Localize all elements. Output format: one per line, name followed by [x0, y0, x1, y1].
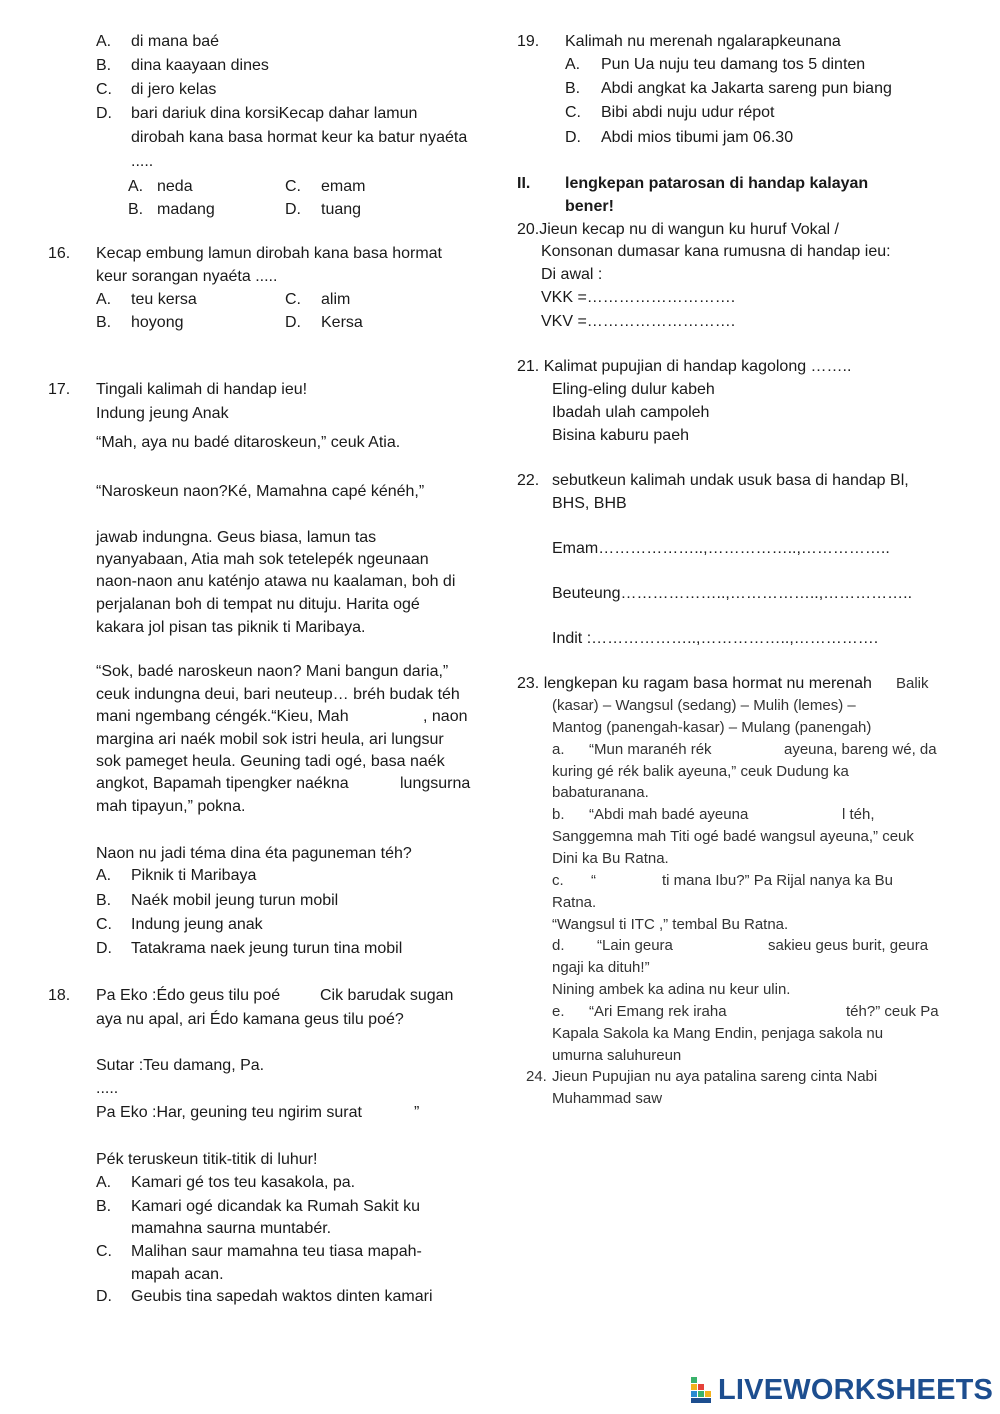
q23-item-d-line2: ngaji ka dituh!”: [552, 959, 650, 976]
q17-reply-line3: mani ngembang céngék.“Kieu, Mah: [96, 708, 349, 725]
q17-number: 17.: [48, 381, 71, 398]
q17-reply-line6: angkot, Bapamah tipengker naékna: [96, 775, 349, 792]
q23-question-line3: Mantog (panengah-kasar) – Mulang (panengah): [552, 719, 872, 736]
q22-number: 22.: [517, 472, 540, 489]
q17-story-title: Indung jeung Anak: [96, 405, 229, 422]
q17-question: Naon nu jadi téma dina éta paguneman téh?: [96, 845, 412, 862]
q17-option-d[interactable]: Tatakrama naek jeung turun tina mobil: [131, 940, 403, 957]
q19-option-d-letter: D.: [565, 129, 581, 146]
q18-blank: .....: [96, 1080, 119, 1097]
q19-option-a[interactable]: Pun Ua nuju teu damang tos 5 dinten: [601, 56, 866, 73]
q17-paragraph-line1: jawab indungna. Geus biasa, lamun tas: [96, 529, 377, 546]
q19-option-c-letter: C.: [565, 104, 581, 121]
q15-option-a[interactable]: di mana baé: [131, 33, 220, 50]
q23-item-c-letter: c.: [552, 872, 564, 889]
q15-option-d[interactable]: bari dariuk dina korsiKecap dahar lamun: [131, 105, 418, 122]
q17-paragraph-line5: kakara jol pisan tas piknik ti Maribaya.: [96, 619, 366, 636]
q15-option-b[interactable]: dina kaayaan dines: [131, 57, 269, 74]
q17-option-a-letter: A.: [96, 867, 112, 884]
q23-item-e-letter: e.: [552, 1003, 565, 1020]
q17-option-c[interactable]: Indung jeung anak: [131, 916, 263, 933]
q23-item-b-line2: Sanggemna mah Titi ogé badé wangsul ayeuna,” ceuk: [552, 828, 914, 845]
q23-item-a-line2: kuring gé rék balik ayeuna,” ceuk Dudung ka: [552, 763, 849, 780]
q16-option-b[interactable]: hoyong: [131, 314, 184, 331]
section-ii-heading-line2: bener!: [565, 198, 614, 215]
q23-item-b-letter: b.: [552, 806, 565, 823]
q15-option-b-letter: B.: [96, 57, 112, 74]
q23-item-e-line2: Kapala Sakola ka Mang Endin, penjaga sakola nu: [552, 1025, 884, 1042]
section-ii-number: II.: [517, 175, 531, 192]
q19-option-d[interactable]: Abdi mios tibumi jam 06.30: [601, 129, 794, 146]
q18-option-b-letter: B.: [96, 1198, 112, 1215]
q16-option-a-letter: A.: [96, 291, 112, 308]
q15-sub-c-letter: C.: [285, 178, 301, 195]
q23-item-b-end: l téh,: [842, 806, 875, 823]
q15-option-c[interactable]: di jero kelas: [131, 81, 217, 98]
liveworksheets-logo-text: LIVEWORKSHEETS: [718, 1373, 994, 1406]
q18-dialog-2: Sutar :Teu damang, Pa.: [96, 1057, 265, 1074]
q19-question: Kalimah nu merenah ngalarapkeunana: [565, 33, 841, 50]
q20-answer-vkv[interactable]: VKV =……………………….: [541, 313, 736, 330]
q21-poem-line1: Eling-eling dulur kabeh: [552, 381, 715, 398]
q17-option-a[interactable]: Piknik ti Maribaya: [131, 867, 257, 884]
q18-option-c-letter: C.: [96, 1243, 112, 1260]
q17-dialog-2: “Naroskeun naon?Ké, Mamahna capé kénéh,”: [96, 483, 425, 500]
q23-item-c-end: ti mana Ibu?” Pa Rijal nanya ka Bu: [662, 872, 893, 889]
q17-reply-line6-end: lungsurna: [400, 775, 471, 792]
q18-option-b[interactable]: Kamari ogé dicandak ka Rumah Sakit ku: [131, 1198, 421, 1215]
q23-item-e-line3: umurna saluhureun: [552, 1047, 682, 1064]
q17-option-b[interactable]: Naék mobil jeung turun mobil: [131, 892, 339, 909]
q16-option-d[interactable]: Kersa: [321, 314, 363, 331]
q17-reply-line2: ceuk indungna deui, bari neuteup… bréh budak téh: [96, 686, 460, 703]
q23-item-d-letter: d.: [552, 937, 565, 954]
q15-option-d-letter: D.: [96, 105, 112, 122]
q18-dialog-3: Pa Eko :Har, geuning teu ngirim surat: [96, 1104, 362, 1121]
q23-item-a-letter: a.: [552, 741, 565, 758]
q19-option-b-letter: B.: [565, 80, 581, 97]
q19-option-c[interactable]: Bibi abdi nuju udur répot: [601, 104, 775, 121]
q17-paragraph-line2: nyanyabaan, Atia mah sok tetelepék ngeunaan: [96, 551, 429, 568]
section-ii-heading: lengkepan patarosan di handap kalayan: [565, 175, 869, 192]
q23-item-d-end: sakieu geus burit, geura: [768, 937, 929, 954]
q18-option-c-line2: mapah acan.: [131, 1266, 224, 1283]
q16-option-b-letter: B.: [96, 314, 112, 331]
q18-number: 18.: [48, 987, 71, 1004]
q23-item-c-line2: Ratna.: [552, 894, 597, 911]
q20-answer-vkk[interactable]: VKK =……………………….: [541, 289, 736, 306]
q24-number: 24.: [526, 1068, 547, 1085]
q24-question: Jieun Pupujian nu aya patalina sareng cinta Nabi: [552, 1068, 878, 1085]
q19-number: 19.: [517, 33, 540, 50]
q15-option-a-letter: A.: [96, 33, 112, 50]
q16-option-c-letter: C.: [285, 291, 301, 308]
q18-dialog-1-line2: aya nu apal, ari Édo kamana geus tilu poé?: [96, 1011, 404, 1028]
q18-dialog-1-end: Cik barudak sugan: [320, 987, 454, 1004]
q20-label-awal: Di awal :: [541, 266, 603, 283]
q15-sub-b-letter: B.: [128, 201, 144, 218]
q23-question-end: Balik: [896, 675, 929, 692]
q17-reply-line4: margina ari naék mobil sok istri heula, ari lungsur: [96, 731, 444, 748]
q15-option-d-line2: dirobah kana basa hormat keur ka batur nyaéta: [131, 129, 468, 146]
q23-item-d: “Lain geura: [597, 937, 673, 954]
q21-poem-line2: Ibadah ulah campoleh: [552, 404, 710, 421]
q19-option-a-letter: A.: [565, 56, 581, 73]
q15-sub-a[interactable]: neda: [157, 178, 193, 195]
q17-option-d-letter: D.: [96, 940, 112, 957]
q22-question: sebutkeun kalimah undak usuk basa di handap Bl,: [552, 472, 909, 489]
q21-poem-line3: Bisina kaburu paeh: [552, 427, 689, 444]
q23-question-line2: (kasar) – Wangsul (sedang) – Mulih (lemes) –: [552, 697, 856, 714]
q23-item-c-line3: “Wangsul ti ITC ,” tembal Bu Ratna.: [552, 916, 789, 933]
q24-question-line2: Muhammad saw: [552, 1090, 663, 1107]
q17-dialog-1: “Mah, aya nu badé ditaroskeun,” ceuk Atia.: [96, 434, 401, 451]
q18-option-d-letter: D.: [96, 1288, 112, 1305]
q23-item-a: “Mun maranéh rék: [589, 741, 712, 758]
q15-sub-b[interactable]: madang: [157, 201, 215, 218]
q16-option-c[interactable]: alim: [321, 291, 351, 308]
q17-reply-line1: “Sok, badé naroskeun naon? Mani bangun daria,”: [96, 663, 449, 680]
q15-option-d-line3: .....: [131, 153, 154, 170]
q17-paragraph-line4: perjalanan boh di tempat nu dituju. Harita ogé: [96, 596, 420, 613]
q18-dialog-1: Pa Eko :Édo geus tilu poé: [96, 987, 281, 1004]
q16-question-line2: keur sorangan nyaéta .....: [96, 268, 278, 285]
q17-instruction: Tingali kalimah di handap ieu!: [96, 381, 308, 398]
q23-item-a-line3: babaturanana.: [552, 784, 649, 801]
q18-option-d[interactable]: Geubis tina sapedah waktos dinten kamari: [131, 1288, 433, 1305]
q23-question: 23. lengkepan ku ragam basa hormat nu merenah: [517, 675, 872, 692]
q20-question-line2: Konsonan dumasar kana rumusna di handap ieu:: [541, 243, 891, 260]
q16-number: 16.: [48, 245, 71, 262]
q23-item-a-end: ayeuna, bareng wé, da: [784, 741, 937, 758]
q22-question-line2: BHS, BHB: [552, 495, 627, 512]
q23-item-d-line3: Nining ambek ka adina nu keur ulin.: [552, 981, 791, 998]
q23-item-c: “: [591, 872, 596, 889]
q21-question: 21. Kalimat pupujian di handap kagolong ……..: [517, 358, 852, 375]
q15-sub-c[interactable]: emam: [321, 178, 366, 195]
q17-option-c-letter: C.: [96, 916, 112, 933]
q18-dialog-3-end: ”: [414, 1104, 420, 1121]
liveworksheets-logo[interactable]: [690, 1373, 993, 1407]
q23-item-b-line3: Dini ka Bu Ratna.: [552, 850, 669, 867]
q19-option-b[interactable]: Abdi angkat ka Jakarta sareng pun biang: [601, 80, 892, 97]
q15-sub-d-letter: D.: [285, 201, 301, 218]
q18-option-c[interactable]: Malihan saur mamahna teu tiasa mapah-: [131, 1243, 422, 1260]
q16-option-d-letter: D.: [285, 314, 301, 331]
q22-answer-beuteung[interactable]: Beuteung………………..,……………..,……………..: [552, 585, 913, 602]
q18-option-a-letter: A.: [96, 1174, 112, 1191]
q15-sub-a-letter: A.: [128, 178, 144, 195]
q16-question: Kecap embung lamun dirobah kana basa hormat: [96, 245, 442, 262]
q22-answer-emam[interactable]: Emam………………..,……………..,……………..: [552, 540, 890, 557]
q17-reply-line3-end: , naon: [423, 708, 468, 725]
q18-option-b-line2: mamahna saurna muntabér.: [131, 1220, 332, 1237]
liveworksheets-logo-icon: [690, 1376, 716, 1404]
q16-option-a[interactable]: teu kersa: [131, 291, 197, 308]
q18-question: Pék teruskeun titik-titik di luhur!: [96, 1151, 318, 1168]
q18-option-a[interactable]: Kamari gé tos teu kasakola, pa.: [131, 1174, 356, 1191]
q23-item-e-end: téh?” ceuk Pa: [846, 1003, 939, 1020]
q17-reply-line7: mah tipayun,” pokna.: [96, 798, 246, 815]
q15-sub-d[interactable]: tuang: [321, 201, 362, 218]
q23-item-e: “Ari Emang rek iraha: [589, 1003, 727, 1020]
q20-question: 20.Jieun kecap nu di wangun ku huruf Vokal /: [517, 221, 839, 238]
q23-item-b: “Abdi mah badé ayeuna: [589, 806, 749, 823]
q17-reply-line5: sok pameget heula. Geuning tadi ogé, basa naék: [96, 753, 445, 770]
q17-paragraph-line3: naon-naon anu katénjo atawa nu kaalaman, boh di: [96, 573, 456, 590]
q15-option-c-letter: C.: [96, 81, 112, 98]
q22-answer-indit[interactable]: Indit :………………..,……………..,…………….: [552, 630, 879, 647]
q17-option-b-letter: B.: [96, 892, 112, 909]
